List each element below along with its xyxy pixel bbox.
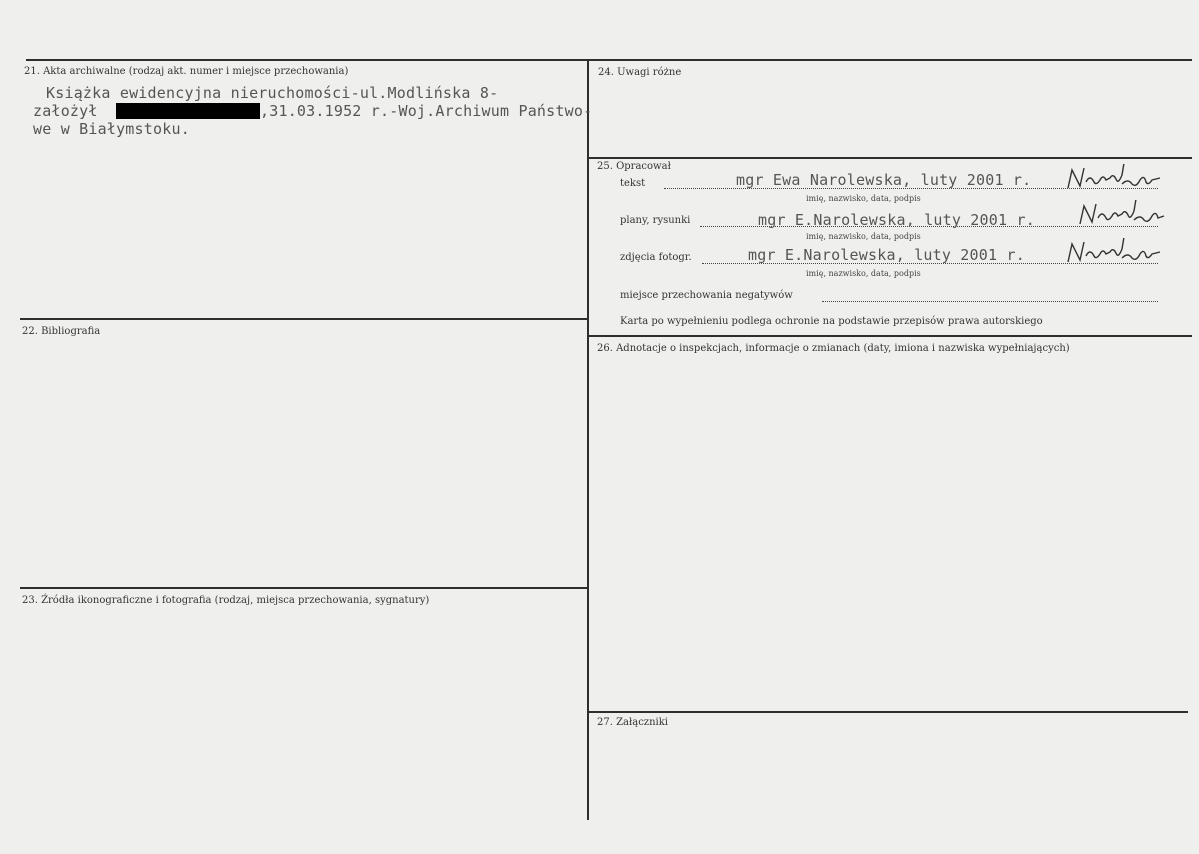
row-tekst-caption: imię, nazwisko, data, podpis	[806, 194, 921, 203]
section-21-line-3: we w Białymstoku.	[33, 120, 190, 138]
divider-25-26	[589, 335, 1192, 337]
section-24-label: 24. Uwagi różne	[598, 67, 682, 78]
center-divider	[587, 60, 589, 820]
signature-3	[1066, 238, 1162, 266]
copyright-notice: Karta po wypełnieniu podlega ochronie na podstawie przepisów prawa autorskiego	[620, 316, 1043, 327]
divider-22-23	[20, 587, 588, 589]
negatives-label: miejsce przechowania negatywów	[620, 290, 793, 301]
redaction-bar	[116, 103, 260, 119]
section-21-line-1: Książka ewidencyjna nieruchomości-ul.Modlińska 8-	[46, 84, 499, 102]
row-tekst-label: tekst	[620, 178, 646, 189]
row-plany-value: mgr E.Narolewska, luty 2001 r.	[758, 211, 1035, 229]
section-21-label: 21. Akta archiwalne (rodzaj akt. numer i miejsce przechowania)	[24, 66, 349, 77]
section-27-label: 27. Załączniki	[597, 717, 668, 728]
section-26-label: 26. Adnotacje o inspekcjach, informacje o zmianach (daty, imiona i nazwiska wypełniających)	[597, 343, 1070, 354]
signature-1	[1066, 164, 1162, 192]
section-23-label: 23. Źródła ikonograficzne i fotografia (rodzaj, miejsca przechowania, sygnatury)	[22, 595, 430, 606]
section-21-line-2-prefix: założył	[33, 102, 98, 120]
row-plany-caption: imię, nazwisko, data, podpis	[806, 232, 921, 241]
divider-21-22	[20, 318, 588, 320]
row-zdjecia-caption: imię, nazwisko, data, podpis	[806, 269, 921, 278]
row-plany-label: plany, rysunki	[620, 215, 691, 226]
negatives-line	[822, 301, 1158, 302]
row-zdjecia-value: mgr E.Narolewska, luty 2001 r.	[748, 246, 1025, 264]
divider-26-27	[589, 711, 1188, 713]
section-25-label: 25. Opracował	[597, 161, 671, 172]
row-tekst-value: mgr Ewa Narolewska, luty 2001 r.	[736, 171, 1032, 189]
signature-2	[1078, 200, 1168, 228]
row-zdjecia-label: zdjęcia fotogr.	[620, 252, 692, 263]
divider-24-25	[589, 157, 1192, 159]
section-21-line-2-suffix: ,31.03.1952 r.-Woj.Archiwum Państwo-	[260, 102, 593, 120]
section-22-label: 22. Bibliografia	[22, 326, 101, 337]
top-border-line	[26, 59, 1192, 61]
